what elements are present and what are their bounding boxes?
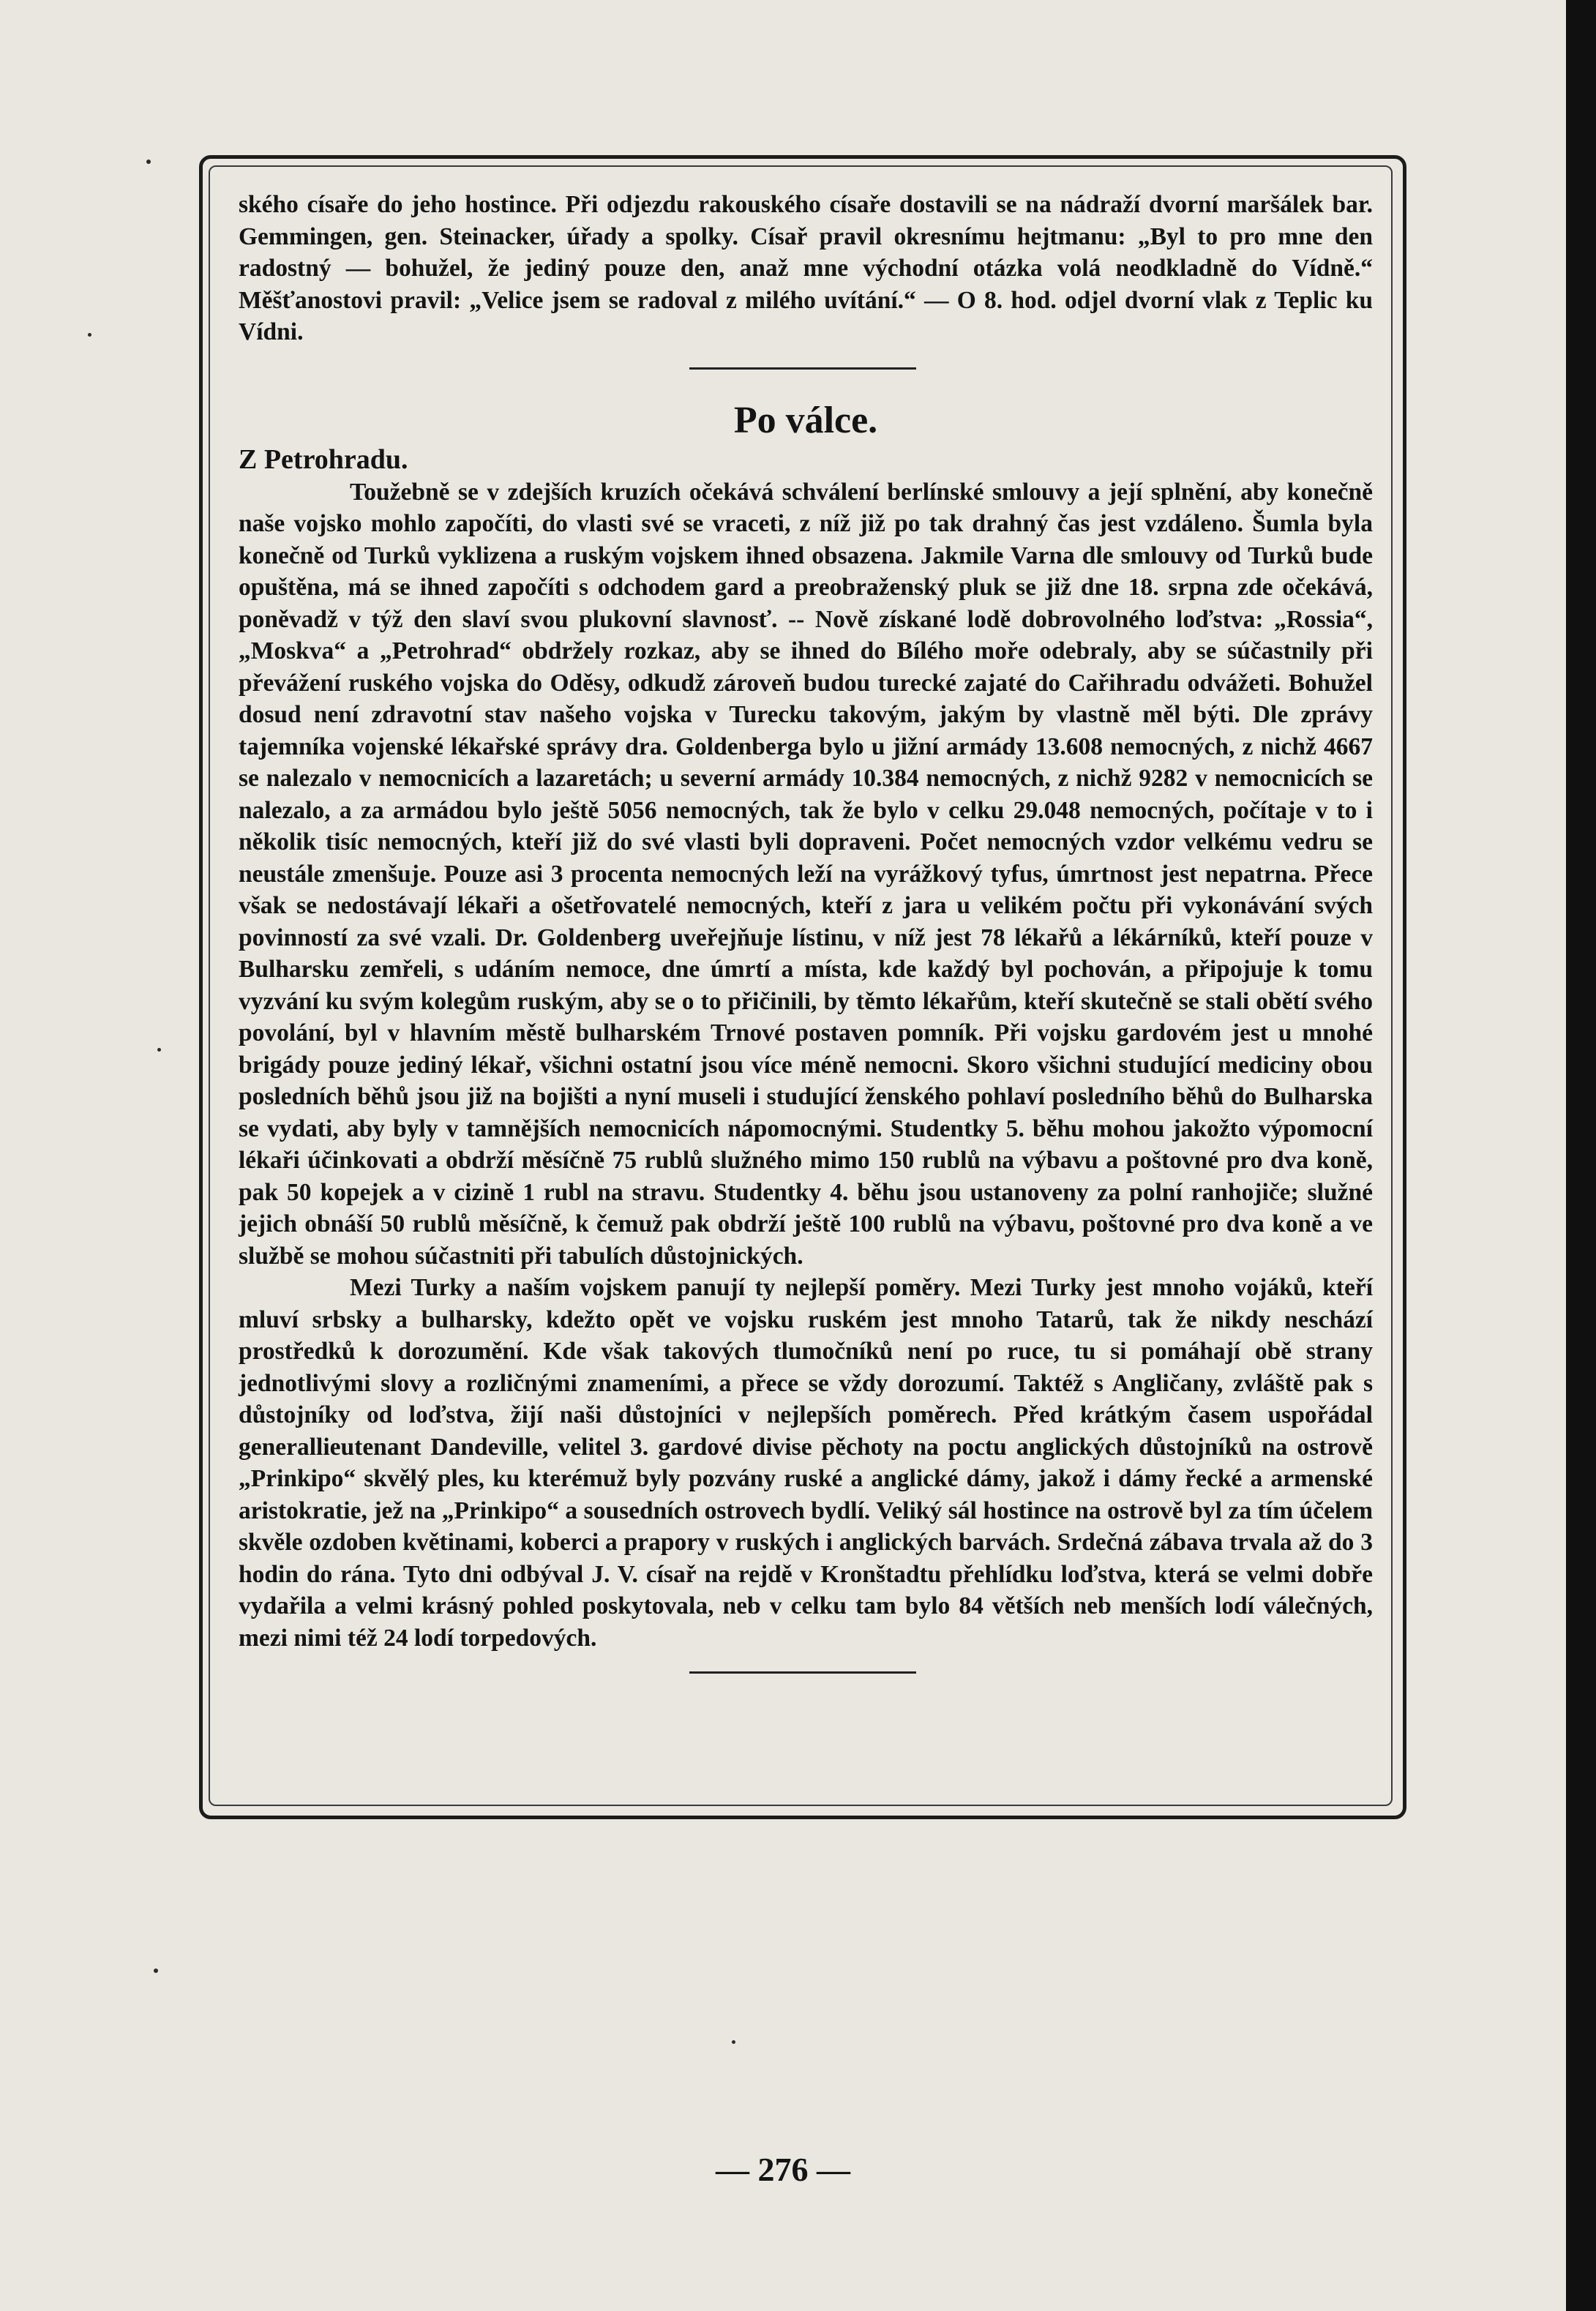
speck [157, 1048, 161, 1052]
article-content [239, 189, 1373, 1674]
speck [88, 333, 91, 337]
paragraph: Mezi Turky a naším vojskem panují ty nejlepší poměry. Mezi Turky jest mnoho vojáků, kteří mluví srbsky a bulharsky, kdežto opět ve vojsku ruském jest mnoho Tatarů, tak že nikdy neschází prostředků k dorozumění. Kde však takových tlumočníků není po ruce, tu si pomáhají obě strany jednotlivými slovy a rozličnými znameními, a přece se vždy dorozumí. Taktéž s Angličany, zvláště pak s důstojníky od loďstva, žijí naši důstojníci v nejlepších poměrech. Před krátkým časem uspořádal generallieutenant Dandeville, velitel 3. gardové divise pěchoty na poctu anglických důstojníků na ostrově „Prinkipo“ skvělý ples, ku kterémuž byly pozvány ruské a anglické dámy, jakož i dámy řecké a armenské aristokratie, jež na „Prinkipo“ a sousedních ostrovech bydlí. Veliký sál hostince na ostrově byl za tím účelem skvěle ozdoben květinami, koberci a prapory v ruských i anglických barvách. Srdečná zábava trvala až do 3 hodin do rána. Tyto dni odbýval J. V. císař na rejdě v Kronštadtu přehlídku loďstva, která se velmi dobře vydařila a velmi krásný pohled poskytovala, neb v celku tam bylo 84 větších neb menších lodí válečných, mezi nimi též 24 lodí torpedových. [239, 1274, 1373, 1652]
section-dateline: Z Petrohradu. [239, 443, 408, 475]
paragraph: ského císaře do jeho hostince. Při odjezdu rakouského císaře dostavili se na nádraží dvorní maršálek bar. Gemmingen, gen. Steinacker, úřady a spolky. Císař pravil okresnímu hejtmanu: „Byl to pro mne den radostný — bohužel, že jediný pouze den, anaž mne východní otázka volá neodkladně do Vídně.“ Měšťanostovi pravil: „Velice jsem se radoval z milého uvítání.“ — O 8. hod. odjel dvorní vlak z Teplic ku Vídni. [239, 191, 1373, 345]
speck [732, 2040, 735, 2044]
page-number: — 276 — [716, 2151, 850, 2188]
scan-edge [1566, 0, 1596, 2311]
speck [154, 1969, 158, 1973]
speck [146, 160, 151, 164]
section-title: Po válce. [733, 399, 878, 441]
separator-rule [689, 1671, 916, 1674]
paragraph: Toužebně se v zdejších kruzích očekává schválení berlínské smlouvy a její splnění, aby konečně naše vojsko mohlo započíti, do vlasti své se vraceti, z níž již po tak drahný čas jest vzdáleno. Šumla byla konečně od Turků vyklizena a ruským vojskem ihned obsazena. Jakmile Varna dle smlouvy od Turků bude opuštěna, má se ihned započíti s odchodem gard a preobraženský pluk se již dne 18. srpna zde očekává, poněvadž v týž den slaví svou plukovní slavnosť. -- Nově získané lodě dobrovolného loďstva: „Rossia“, „Moskva“ a „Petrohrad“ obdržely rozkaz, aby se ihned do Bílého moře odebraly, aby se súčastnily při převážení ruského vojska do Oděsy, odkudž zároveň budou turecké zajaté do Cařihradu odvážeti. Bohužel dosud není zdravotní stav našeho vojska v Turecku takovým, jakým by vlastně měl býti. Dle zprávy tajemníka vojenské lékařské správy dra. Goldenberga bylo u jižní armády 13.608 nemocných, z nichž 4667 se nalezalo v nemocnicích a lazaretách; u severní armády 10.384 nemocných, z nichž 9282 v nemocnicích se nalezalo, a za armádou bylo ještě 5056 nemocných, tak že bylo v celku 29.048 nemocných, počítaje v to i několik tisíc nemocných, kteří již do své vlasti byli dopraveni. Počet nemocných vzdor velkému vedru se neustále zmenšuje. Pouze asi 3 procenta nemocných leží na vyrážkový tyfus, úmrtnost jest nepatrna. Přece však se nedostávají lékaři a ošetřovatelé nemocných, kteří z jara u velikém počtu při vykonávání svých povinností za své vzali. Dr. Goldenberg uveřejňuje lístinu, v níž jest 78 lékařů a lékárníků, kteří pouze v Bulharsku zemřeli, s udáním nemoce, dne úmrtí a místa, kde každý byl pochován, a připojuje k tomu vyzvání ku svým kolegům ruským, aby se o to přičinili, by těmto lékařům, kteří skutečně se stali obětí svého povolání, byl v hlavním městě bulharském Trnové postaven pomník. Při vojsku gardovém jest u mnohé brigády pouze jediný lékař, všichni ostatní jsou více méně nemocni. Skoro všichni studující mediciny obou posledních běhů jsou již na bojišti a nyní museli i studující ženského pohlaví posledního běhů do Bulharska se vydati, aby byly v tamnějších nemocnicích nápomocnými. Studentky 5. běhu mohou jakožto výpomocní lékaři účinkovati a obdrží měsíčně 75 rublů služného mimo 150 rublů na výbavu a poštovné pro dva koně, pak 50 kopejek a v cizině 1 rubl na stravu. Studentky 4. běhu jsou ustanoveny za polní ranhojiče; služné jejich obnáší 50 rublů měsíčně, k čemuž pak obdrží ještě 100 rublů na výbavu, poštovné pro dva koně a ve službě se mohou súčastniti při tabulích důstojnických. [239, 478, 1373, 1270]
